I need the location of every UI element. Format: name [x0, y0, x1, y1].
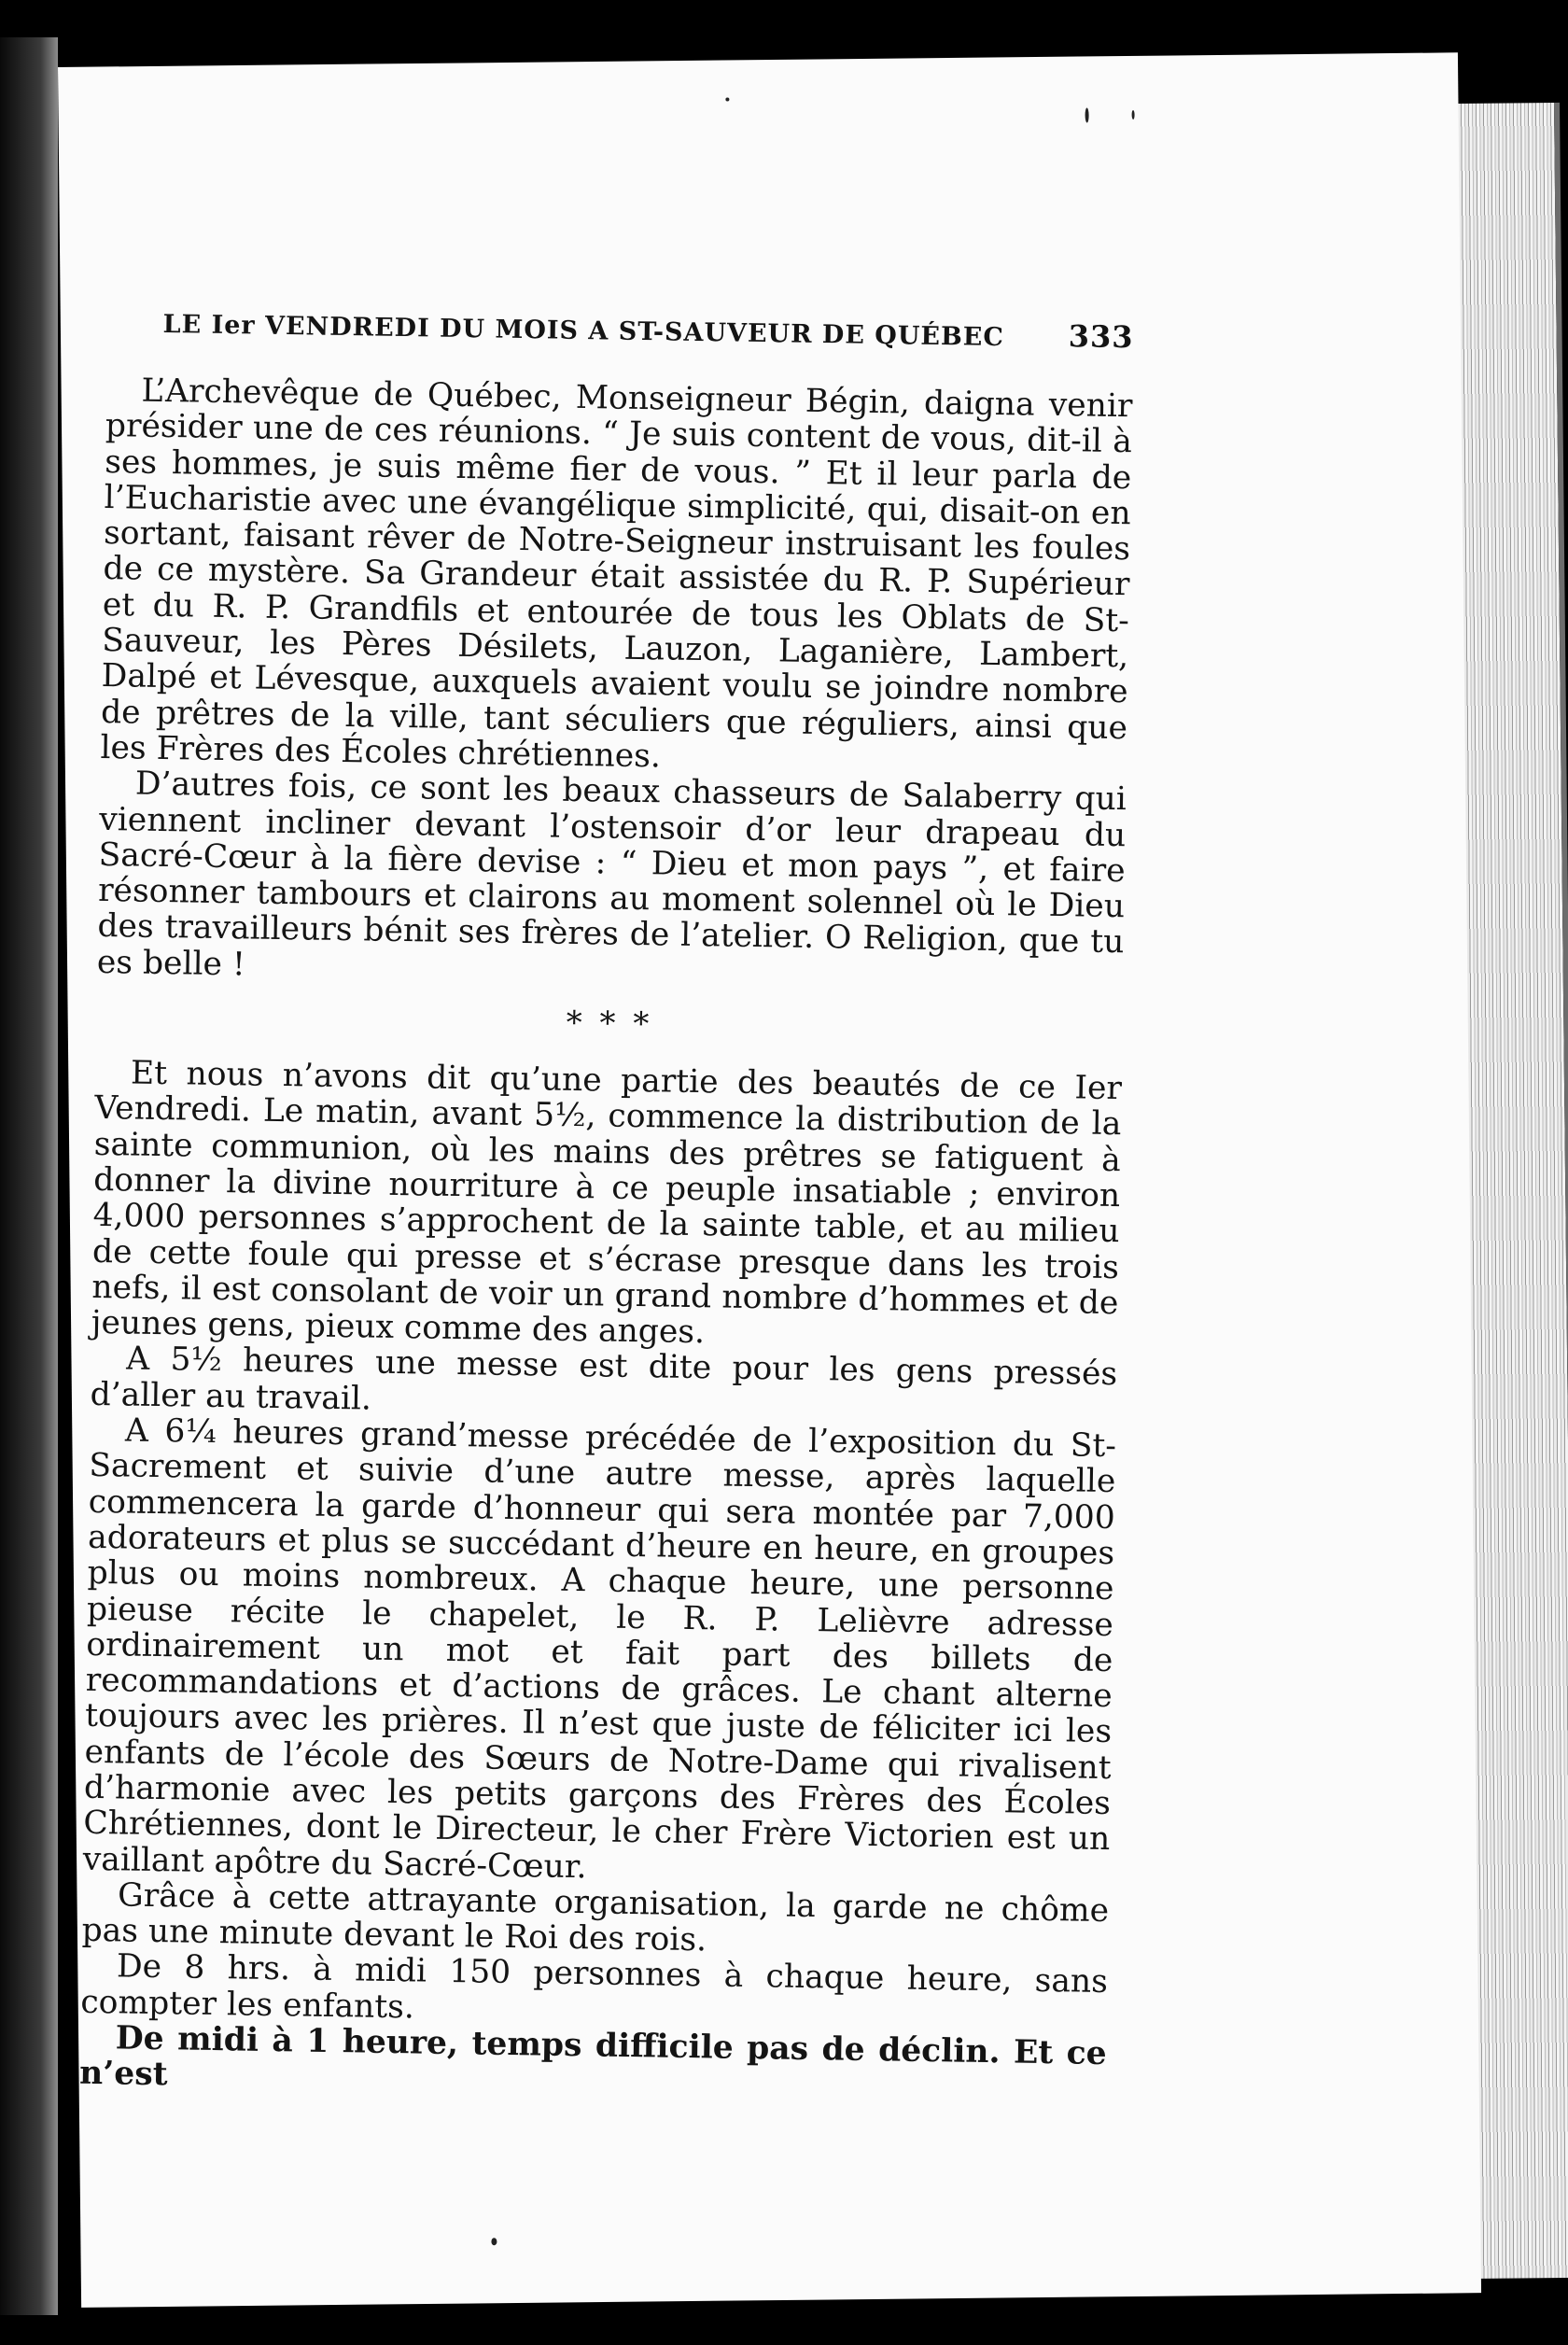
paragraph: D’autres fois, ce sont les beaux chasseurs de Salaberry qui viennent incliner devant l’ostensoir d’or leur drapeau du Sacré-Cœur à la fière devise : “ Dieu et mon pays ”, et faire résonner tambours et clairons au moment solennel où le Dieu des travailleurs bénit ses frères de l’atelier. O Religion, que tu es belle ! [96, 765, 1127, 984]
paragraph: De 8 hrs. à midi 150 personnes à chaque heure, sans compter les enfants. [80, 1947, 1109, 2027]
section-break: * * * [566, 1004, 653, 1044]
last-line: De midi à 1 heure, temps difficile pas de déclin. Et ce n’est [78, 2019, 1107, 2094]
previous-page-edge [0, 37, 58, 2315]
paragraph: A 5½ heures une messe est dite pour les gens pressés d’aller au travail. [90, 1340, 1118, 1418]
page-number: 333 [1068, 318, 1134, 356]
scan-speck [491, 2238, 497, 2245]
page-text [79, 303, 1134, 2108]
scan-speck [725, 97, 729, 101]
scan-speck [1085, 107, 1089, 122]
paragraph: Grâce à cette attrayante organisation, la garde ne chôme pas une minute devant le Roi des rois. [81, 1876, 1110, 1959]
paragraph: A 6¼ heures grand’messe précédée de l’exposition du St-Sacrement et suivie d’une autre messe, après laquelle commencera la garde d’honneur qui sera montée par 7,000 adorateurs et plus se succédant d’heure en heure, en groupes plus ou moins nombreux. A chaque heure, une personne pieuse récite le chapelet, le R. P. Lelièvre adresse ordinairement un mot et fait part des billets de recommandations et d’actions de grâces. Le chant alterne toujours avec les prières. Il n’est que juste de féliciter ici les enfants de l’école des Sœurs de Notre-Dame qui rivalisent d’harmonie avec les petits garçons des Frères des Écoles Chrétiennes, dont le Directeur, le cher Frère Victorien est un vaillant apôtre du Sacré-Cœur. [82, 1411, 1117, 1886]
scan-speck [1132, 110, 1135, 119]
paragraph: L’Archevêque de Québec, Monseigneur Bégin, daigna venir présider une de ces réunions. “ Je suis content de vous, dit-il à ses hommes, je suis même fier de vous. ” Et il leur parla de l’Eucharistie avec une évangélique simplicité, qui, disait-on en sortant, faisant rêver de Notre-Seigneur instruisant les foules de ce mystère. Sa Grandeur était assistée du R. P. Supérieur et du R. P. Grandfils et entourée de tous les Oblats de St-Sauveur, les Pères Désilets, Lauzon, Laganière, Lambert, Dalpé et Lévesque, auxquels avaient voulu se joindre nombre de prêtres de la ville, tant séculiers que réguliers, ainsi que les Frères des Écoles chrétiennes. [100, 372, 1133, 776]
paragraph: Et nous n’avons dit qu’une partie des beautés de ce Ier Vendredi. Le matin, avant 5½, commence la distribution de la sainte communion, où les mains des prêtres se fatiguent à donner la divine nourriture à ce peuple insatiable ; environ 4,000 personnes s’approchent de la sainte table, et au milieu de cette foule qui presse et s’écrase presque dans les trois nefs, il est consolant de voir un grand nombre d’hommes et de jeunes gens, pieux comme des anges. [91, 1054, 1123, 1352]
running-head-title: LE Ier VENDREDI DU MOIS A ST-SAUVEUR DE QUÉBEC [162, 309, 1005, 353]
